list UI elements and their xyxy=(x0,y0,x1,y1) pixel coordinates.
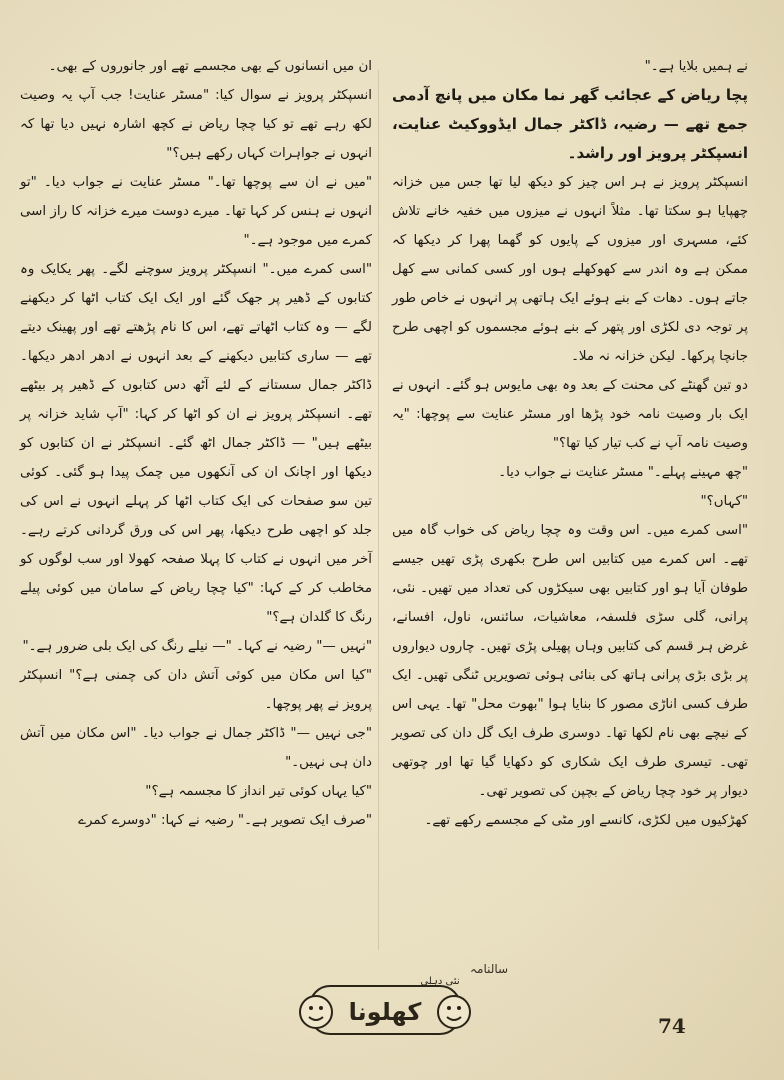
paragraph: نے ہمیں بلایا ہے۔" xyxy=(644,59,748,74)
paragraph: "میں نے ان سے پوچھا تھا۔" مسٹر عنایت نے جواب دیا۔ "تو انہوں نے ہنس کر کہا تھا۔ میرے دوست میرے خزانہ کا راز اسی کمرے میں موجود ہے۔" xyxy=(20,175,372,248)
left-column xyxy=(20,52,372,835)
paragraph: "جی نہیں —" ڈاکٹر جمال نے جواب دیا۔ "اس مکان میں آتش دان ہی نہیں۔" xyxy=(20,726,372,770)
paragraph: "نہیں —" رضیہ نے کہا۔ "— نیلے رنگ کی ایک بلی ضرور ہے۔" xyxy=(22,639,372,654)
paragraph: "صرف ایک تصویر ہے۔" رضیہ نے کہا: "دوسرے کمرے xyxy=(78,813,372,828)
paragraph: دو تین گھنٹے کی محنت کے بعد وہ بھی مایوس ہو گئے۔ انہوں نے ایک بار وصیت نامہ خود پڑھا اور مسٹر عنایت سے پوچھا: "یہ وصیت نامہ آپ نے کب تیار کیا تھا؟" xyxy=(392,378,748,451)
right-column xyxy=(392,52,748,835)
paragraph: پچا ریاض کے عجائب گھر نما مکان میں پانچ آدمی جمع تھے — رضیہ، ڈاکٹر جمال ایڈووکیٹ عنایت، انسپکٹر پرویز اور راشد۔ xyxy=(392,86,748,162)
khilona-logo xyxy=(290,968,480,1050)
paragraph: ان میں انسانوں کے بھی مجسمے تھے اور جانوروں کے بھی۔ xyxy=(48,59,372,74)
paragraph: "کیا یہاں کوئی تیر انداز کا مجسمہ ہے؟" xyxy=(145,784,372,799)
paragraph: "چھ مہینے پہلے۔" مسٹر عنایت نے جواب دیا۔ xyxy=(498,465,748,480)
paragraph: "اسی کمرے میں۔" انسپکٹر پرویز سوچنے لگے۔ پھر یکایک وہ کتابوں کے ڈھیر پر جھک گئے اور ایک ایک کتاب اٹھا کر دیکھنے لگے — وہ کتاب اٹھاتے تھے، اس کا نام پڑھتے تھے اور پھینک دیتے تھے — ساری کتابیں دیکھنے کے بعد انہوں نے ادھر ادھر دیکھا۔ ڈاکٹر جمال سستانے کے لئے آٹھ دس کتابوں کے ڈھیر پر بیٹھے تھے۔ انسپکٹر پرویز نے ان کو اٹھا کر کہا: "آپ شاید خزانہ پر بیٹھے ہیں" — ڈاکٹر جمال اٹھ گئے۔ انسپکٹر نے ان کتابوں کو دیکھا اور اچانک ان کی آنکھوں میں چمک پیدا ہو گئی۔ کوئی تین سو صفحات کی ایک کتاب اٹھا کر پہلے انہوں نے اس کی جلد کو اچھی طرح دیکھا، پھر اس کی ورق گردانی کرتے رہے۔ آخر میں انہوں نے کتاب کا پہلا صفحہ کھولا اور سب لوگوں کو مخاطب کر کے کہا: "کیا چچا ریاض کے سامان میں کوئی پیلے رنگ کا گلدان ہے؟" xyxy=(20,262,372,625)
page-number: 74 xyxy=(658,1014,686,1038)
annual-label: سالنامہ xyxy=(470,962,509,976)
column-divider xyxy=(378,70,379,950)
paragraph: کھڑکیوں میں لکڑی، کانسے اور مٹی کے مجسمے رکھے تھے۔ xyxy=(424,813,748,828)
logo-text: کھلونا xyxy=(348,998,422,1026)
paragraph: انسپکٹر پرویز نے ہر اس چیز کو دیکھ لیا تھا جس میں خزانہ چھپایا ہو سکتا تھا۔ مثلاً انہوں نے میزوں میں خفیہ خانے تلاش کئے، مسہری اور میزوں کے پایوں کو گھما پھرا کر دیکھا کہ ممکن ہے وہ اندر سے کھوکھلے ہوں اور کسی کمانی سے کھل جاتے ہوں۔ دھات کے بنے ہوئے ایک ہاتھی پر انہوں نے خاص طور پر توجہ دی لکڑی اور پتھر کے بنے ہوئے مجسموں کو اچھی طرح جانچا پرکھا۔ لیکن خزانہ نہ ملا۔ xyxy=(392,175,748,364)
paragraph: انسپکٹر پرویز نے سوال کیا: "مسٹر عنایت! جب آپ یہ وصیت لکھ رہے تھے تو کیا چچا ریاض نے کچھ اشارہ نہیں دیا تھا کہ انہوں نے جواہرات کہاں رکھے ہیں؟" xyxy=(20,88,372,161)
paragraph: "کہاں؟" xyxy=(700,494,748,509)
paragraph: "اسی کمرے میں۔ اس وقت وہ چچا ریاض کی خواب گاہ میں تھے۔ اس کمرے میں کتابیں اس طرح بکھری پڑی تھیں جیسے طوفان آیا ہو اور کتابیں بھی سیکڑوں کی تعداد میں تھیں۔ نئی، پرانی، گلی سڑی فلسفہ، معاشیات، سائنس، ناول، افسانے، غرض ہر قسم کی کتابیں وہاں پھیلی پڑی تھیں۔ چاروں دیواروں پر بڑی بڑی پرانی ہاتھ کی بنائی ہوئی تصویریں ٹنگی تھیں۔ ایک طرف کسی اناڑی مصور کا بنایا ہوا "بھوت محل" تھا۔ یہی اس کے نیچے بھی نام لکھا تھا۔ دوسری طرف ایک گل دان کی تصویر تھی۔ تیسری طرف ایک شکاری کو دکھایا گیا تھا اور چوتھی دیوار پر خود چچا ریاض کے بچپن کی تصویر تھی۔ xyxy=(392,523,748,799)
logo-artwork-icon xyxy=(290,968,480,1050)
paragraph: "کیا اس مکان میں کوئی آتش دان کی چمنی ہے؟" انسپکٹر پرویز نے پھر پوچھا۔ xyxy=(20,668,372,712)
logo-subtext: نئی دہلی xyxy=(420,976,460,987)
